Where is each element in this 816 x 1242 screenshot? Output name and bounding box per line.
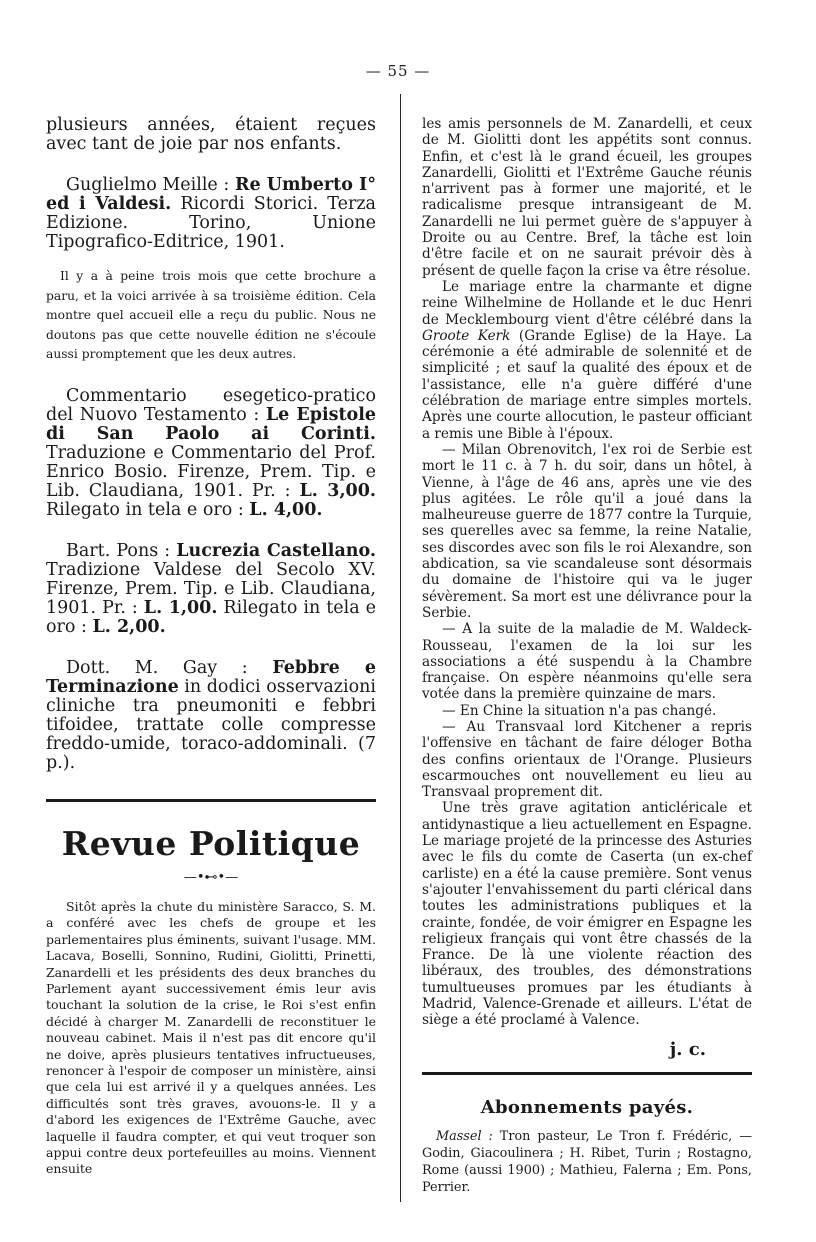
book-details: in dodici osservazioni cliniche tra pneumoniti e febbri tifoidee, trattate colle compresse freddo-umide, toraco-addominali. (7 p.).: [46, 676, 376, 773]
wedding-text-start: Le mariage entre la charmante et digne reine Wilhelmine de Hollande et le duc Henri de Mecklembourg vient d'être célébré dans la: [422, 278, 752, 328]
book-price: L. 3,00.: [299, 480, 376, 501]
revue-paragraph-transvaal: — Au Transvaal lord Kitchener a repris l'offensive en tâchant de faire déloger Botha des confins orientaux de l'Orange. Plusieurs escarmouches ont nouvellement eu lieu au Transvaal proprement dit.: [422, 718, 752, 801]
book-details: Tradizione Valdese del Secolo XV. Firenze, Prem. Tip. e Lib. Claudiana, 1901. Pr. :: [46, 559, 376, 618]
section-divider: [422, 1072, 752, 1075]
right-column: [422, 116, 752, 1196]
book-details: Ricordi Storici. Terza Edizione. Torino, Unione Tipografico-Editrice, 1901.: [46, 194, 376, 252]
abonnements-names: Tron pasteur, Le Tron f. Frédéric, — Godin, Giacoulinera ; H. Ribet, Turin ; Rostagno, Rome (aussi 1900) ; Mathieu, Falerna ; Em. Pons, Perrier.: [422, 1128, 752, 1195]
book-entry-commentario: [46, 387, 376, 520]
ornament-flourish: —•⊷•—: [183, 869, 239, 885]
intro-text: plusieurs années, étaient reçues avec tant de joie par nos enfants.: [46, 115, 376, 154]
wedding-church-name: Groote Kerk: [422, 327, 511, 344]
book-author: Bart. Pons :: [66, 540, 177, 561]
book-author: Dott. M. Gay :: [66, 657, 273, 678]
book-price-bound: L. 4,00.: [249, 499, 323, 520]
book-title: Re Umberto I° ed i Valdesi.: [46, 175, 376, 214]
book-price: L. 1,00.: [143, 597, 218, 618]
column-divider: [400, 94, 401, 1202]
wedding-text-end: (Grande Eglise) de la Haye. La cérémonie a été admirable de solennité et de simplicité ; et sauf la qualité des époux et de l'assistance, elle n'a guère différé d'une célébration de mariage entre simples mortels. Après une courte allocution, le pasteur officiant a remis une Bible à l'époux.: [422, 327, 752, 442]
abonnements-place: Massel :: [436, 1128, 493, 1144]
revue-paragraph-france: — A la suite de la maladie de M. Waldeck-Rousseau, l'examen de la loi sur les associations a été suspendu à la Chambre française. On espère néanmoins qu'elle sera votée dans la première quinzaine de mars.: [422, 621, 752, 703]
revue-paragraph-china: — En Chine la situation n'a pas changé.: [442, 702, 717, 719]
abonnements-heading: Abonnements payés.: [480, 1096, 694, 1118]
revue-paragraph-spain: Une très grave agitation anticléricale et antidynastique a lieu actuellement en Espagne. Le mariage projeté de la princesse des Asturies avec le fils du comte de Caserta (un ex-chef carliste) en a été la cause première. Sont venus s'ajouter l'envahissement du parti clérical dans toutes les administrations publiques et la crainte, fondée, de voir émigrer en Espagne les religieux français qui vont être chassés de la France. De là une violente réaction des libéraux, des troubles, des démonstrations tumultueuses promues par les étudiants à Madrid, Valence-Grenade et ailleurs. L'état de siège a été proclamé à Valence.: [422, 800, 752, 1029]
revue-body-left: [46, 899, 376, 1178]
revue-paragraph-serbia: — Milan Obrenovitch, l'ex roi de Serbie est mort le 11 c. à 7 h. du soir, dans un hôtel, à Vienne, à l'âge de 46 ans, après une vie des plus agitées. Le rôle qu'il a joué dans la malheureuse guerre de 1877 contre la Turquie, ses querelles avec sa femme, la reine Natalie, ses discordes avec son fils le roi Alexandre, son abdication, sa vie scandaleuse sont désormais du domaine de l'histoire qui va le juger sévèrement. Sa mort est une délivrance pour la Serbie.: [422, 441, 752, 621]
book-entry-gay: [46, 659, 376, 773]
author-signature: j. c.: [669, 1038, 706, 1060]
book-prefix: Commentario esegetico-pratico del Nuovo Testamento :: [46, 385, 376, 425]
book-details: Traduzione e Commentario del Prof. Enrico Bosio. Firenze, Prem. Tip. e Lib. Claudiana, 1901. Pr. :: [46, 442, 376, 501]
book-author: Guglielmo Meille :: [66, 175, 235, 195]
book-entry-meille: [46, 176, 376, 252]
book-title: Febbre e Terminazione: [46, 657, 377, 697]
book-binding: Rilegato in tela e oro :: [46, 499, 250, 520]
revue-paragraph-wedding: [422, 279, 752, 442]
book-price-bound: L. 2,00.: [92, 616, 166, 637]
page-number: — 55 —: [365, 62, 431, 80]
book-notice: Il y a à peine trois mois que cette brochure a paru, et la voici arrivée à sa troisième édition. Cela montre quel accueil elle a reçu du public. Nous ne doutons pas que cette nouvelle édition ne s'écoule aussi promptement que les deux autres.: [46, 269, 376, 362]
revue-paragraph: Sitôt après la chute du ministère Saracco, S. M. a conféré avec les chefs de groupe et les parlementaires plus éminents, suivant l'usage. MM. Lacava, Boselli, Sonnino, Rudini, Giolitti, Prinetti, Zanardelli et les présidents des deux branches du Parlement ayant successivement émis leur avis touchant la solution de la crise, le Roi s'est enfin décidé à charger M. Zanardelli de reconstituer le nouveau cabinet. Mais il n'est pas dit encore qu'il ne doive, après plusieurs tentatives infructueuses, renoncer à l'espoir de composer un ministère, ainsi que cela lui est arrivé il y a quelques années. Les difficultés sont très graves, avouons-le. Il y a d'abord les exigences de l'Extrême Gauche, avec laquelle il faudra compter, et qui veut troquer son appui contre deux portefeuilles au moins. Viennent ensuite: [46, 898, 376, 1177]
left-column: [46, 116, 376, 1178]
abonnements-list: [422, 1128, 752, 1196]
book-binding: Rilegato in tela e oro :: [46, 597, 376, 637]
abonnements-body: [422, 1128, 752, 1196]
revue-politique-heading: Revue Politique: [61, 823, 361, 863]
book-entry-pons: [46, 542, 376, 637]
section-divider: [46, 799, 376, 802]
revue-paragraph-continued: les amis personnels de M. Zanardelli, et ceux de M. Giolitti dont les appétits sont connus. Enfin, et c'est là le grand écueil, les groupes Zanardelli, Giolitti et l'Extrême Gauche réunis n'arrivent pas à former une majorité, et le radicalisme presque intransigeant de M. Zanardelli ne lui permet guère de s'appuyer à Droite ou au Centre. Bref, la tâche est loin d'être facile et on ne saurait prévoir dès à présent de quelle façon la crise va être résolue.: [422, 116, 752, 279]
book-title: Le Epistole di San Paolo ai Corinti.: [46, 404, 376, 444]
book-title: Lucrezia Castellano.: [176, 540, 376, 561]
